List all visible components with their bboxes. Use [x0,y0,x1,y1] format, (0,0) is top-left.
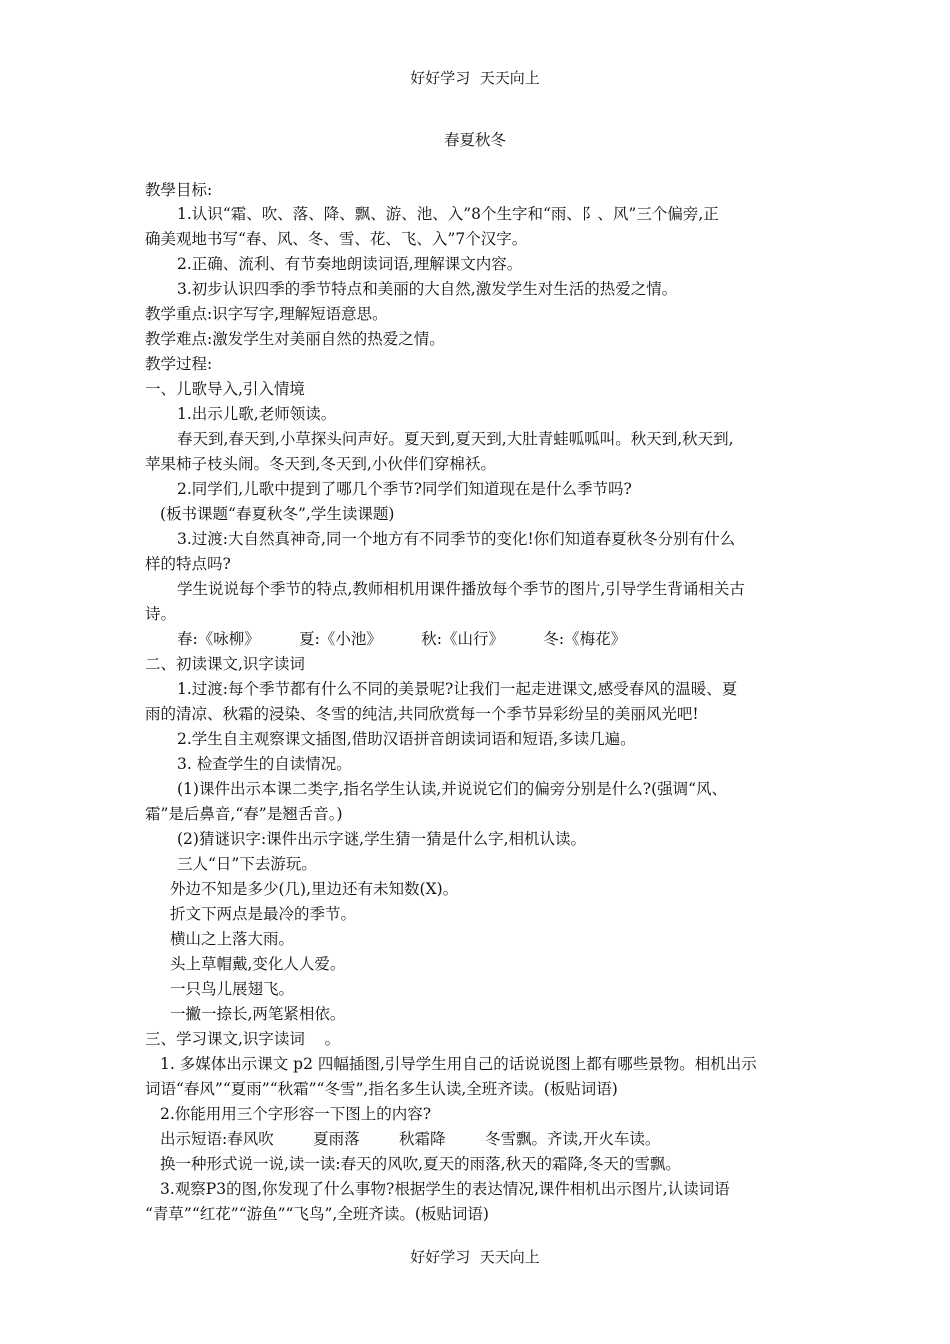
section-heading: 三、学习课文,识字读词 。 [145,1030,341,1048]
paragraph-line: 2.学生自主观察课文插图,借助汉语拼音朗读词语和短语,多读几遍。 [177,730,636,748]
paragraph-line: 春天到,春天到,小草探头问声好。夏天到,夏天到,大肚青蛙呱呱叫。秋天到,秋天到, [177,430,734,448]
paragraph-line: 确美观地书写“春、风、冬、雪、花、飞、入”7个汉字。 [145,230,528,248]
paragraph-line: 2.同学们,儿歌中提到了哪几个季节?同学们知道现在是什么季节吗? [177,480,632,498]
paragraph-line: 雨的清凉、秋霜的浸染、冬雪的纯洁,共同欣赏每一个季节异彩纷呈的美丽风光吧! [145,705,699,723]
paragraph-line: 3.观察P3的图,你发现了什么事物?根据学生的表达情况,课件相机出示图片,认读词语 [160,1180,730,1198]
paragraph-line: 样的特点吗? [145,555,231,573]
paragraph-line: 3. 检查学生的自读情况。 [177,755,352,773]
paragraph-line: “青草”“红花”“游鱼”“飞鸟”,全班齐读。(板贴词语) [145,1205,489,1223]
section-heading: 一、儿歌导入,引入情境 [145,380,305,398]
riddle-line: 折文下两点是最冷的季节。 [170,905,357,923]
riddle-line: 外边不知是多少(几),里边还有未知数(X)。 [170,880,459,898]
paragraph-line: 2.你能用用三个字形容一下图上的内容? [160,1105,432,1123]
section-heading: 教学过程: [145,355,213,373]
paragraph-line: 3.过渡:大自然真神奇,同一个地方有不同季节的变化!你们知道春夏秋冬分别有什么 [177,530,736,548]
riddle-line: 横山之上落大雨。 [170,930,295,948]
paragraph-line: 3.初步认识四季的季节特点和美丽的大自然,激发学生对生活的热爱之情。 [177,280,678,298]
paragraph-line: 教学重点:识字写字,理解短语意思。 [145,305,388,323]
paragraph-line: (1)课件出示本课二类字,指名学生认读,并说说它们的偏旁分别是什么?(强调“风、 [177,780,728,798]
riddle-line: 三人“日”下去游玩。 [177,855,317,873]
page-header: 好好学习 天天向上 [410,69,540,87]
paragraph-line: 学生说说每个季节的特点,教师相机用课件播放每个季节的图片,引导学生背诵相关古 [177,580,745,598]
paragraph-line: 词语“春风”“夏雨”“秋霜”“冬雪”,指名多生认读,全班齐读。(板贴词语) [145,1080,618,1098]
paragraph-line: 教学难点:激发学生对美丽自然的热爱之情。 [145,330,445,348]
riddle-line: 头上草帽戴,变化人人爱。 [170,955,346,973]
paragraph-line: 霜”是后鼻音,“春”是翘舌音。) [145,805,343,823]
section-heading: 二、初读课文,识字读词 [145,655,305,673]
paragraph-line: 换一种形式说一说,读一读:春天的风吹,夏天的雨落,秋天的霜降,冬天的雪飘。 [160,1155,681,1173]
paragraph-line: 出示短语:春风吹 夏雨落 秋霜降 冬雪飘。齐读,开火车读。 [160,1130,661,1148]
paragraph-line: 1.出示儿歌,老师领读。 [177,405,337,423]
poem-list: 春:《咏柳》 夏:《小池》 秋:《山行》 冬:《梅花》 [177,630,627,648]
paragraph-line: (2)猜谜识字:课件出示字谜,学生猜一猜是什么字,相机认读。 [177,830,587,848]
paragraph-line: 诗。 [145,605,177,623]
paragraph-line: 1. 多媒体出示课文 p2 四幅插图,引导学生用自己的话说说图上都有哪些景物。相机出示 [160,1055,757,1073]
riddle-line: 一只鸟儿展翅飞。 [170,980,295,998]
document-title: 春夏秋冬 [443,131,506,149]
paragraph-line: (板书课题“春夏秋冬”,学生读课题) [160,505,395,523]
riddle-line: 一撇一捺长,两笔紧相依。 [170,1005,346,1023]
paragraph-line: 1.认识“霜、吹、落、降、飘、游、池、入”8个生字和“雨、阝、风”三个偏旁,正 [177,205,719,223]
paragraph-line: 1.过渡:每个季节都有什么不同的美景呢?让我们一起走进课文,感受春风的温暖、夏 [177,680,738,698]
paragraph-line: 2.正确、流利、有节奏地朗读词语,理解课文内容。 [177,255,523,273]
page-footer: 好好学习 天天向上 [410,1248,540,1266]
paragraph-line: 苹果柿子枝头闹。冬天到,冬天到,小伙伴们穿棉袄。 [145,455,496,473]
section-heading: 教學目标: [145,181,213,199]
